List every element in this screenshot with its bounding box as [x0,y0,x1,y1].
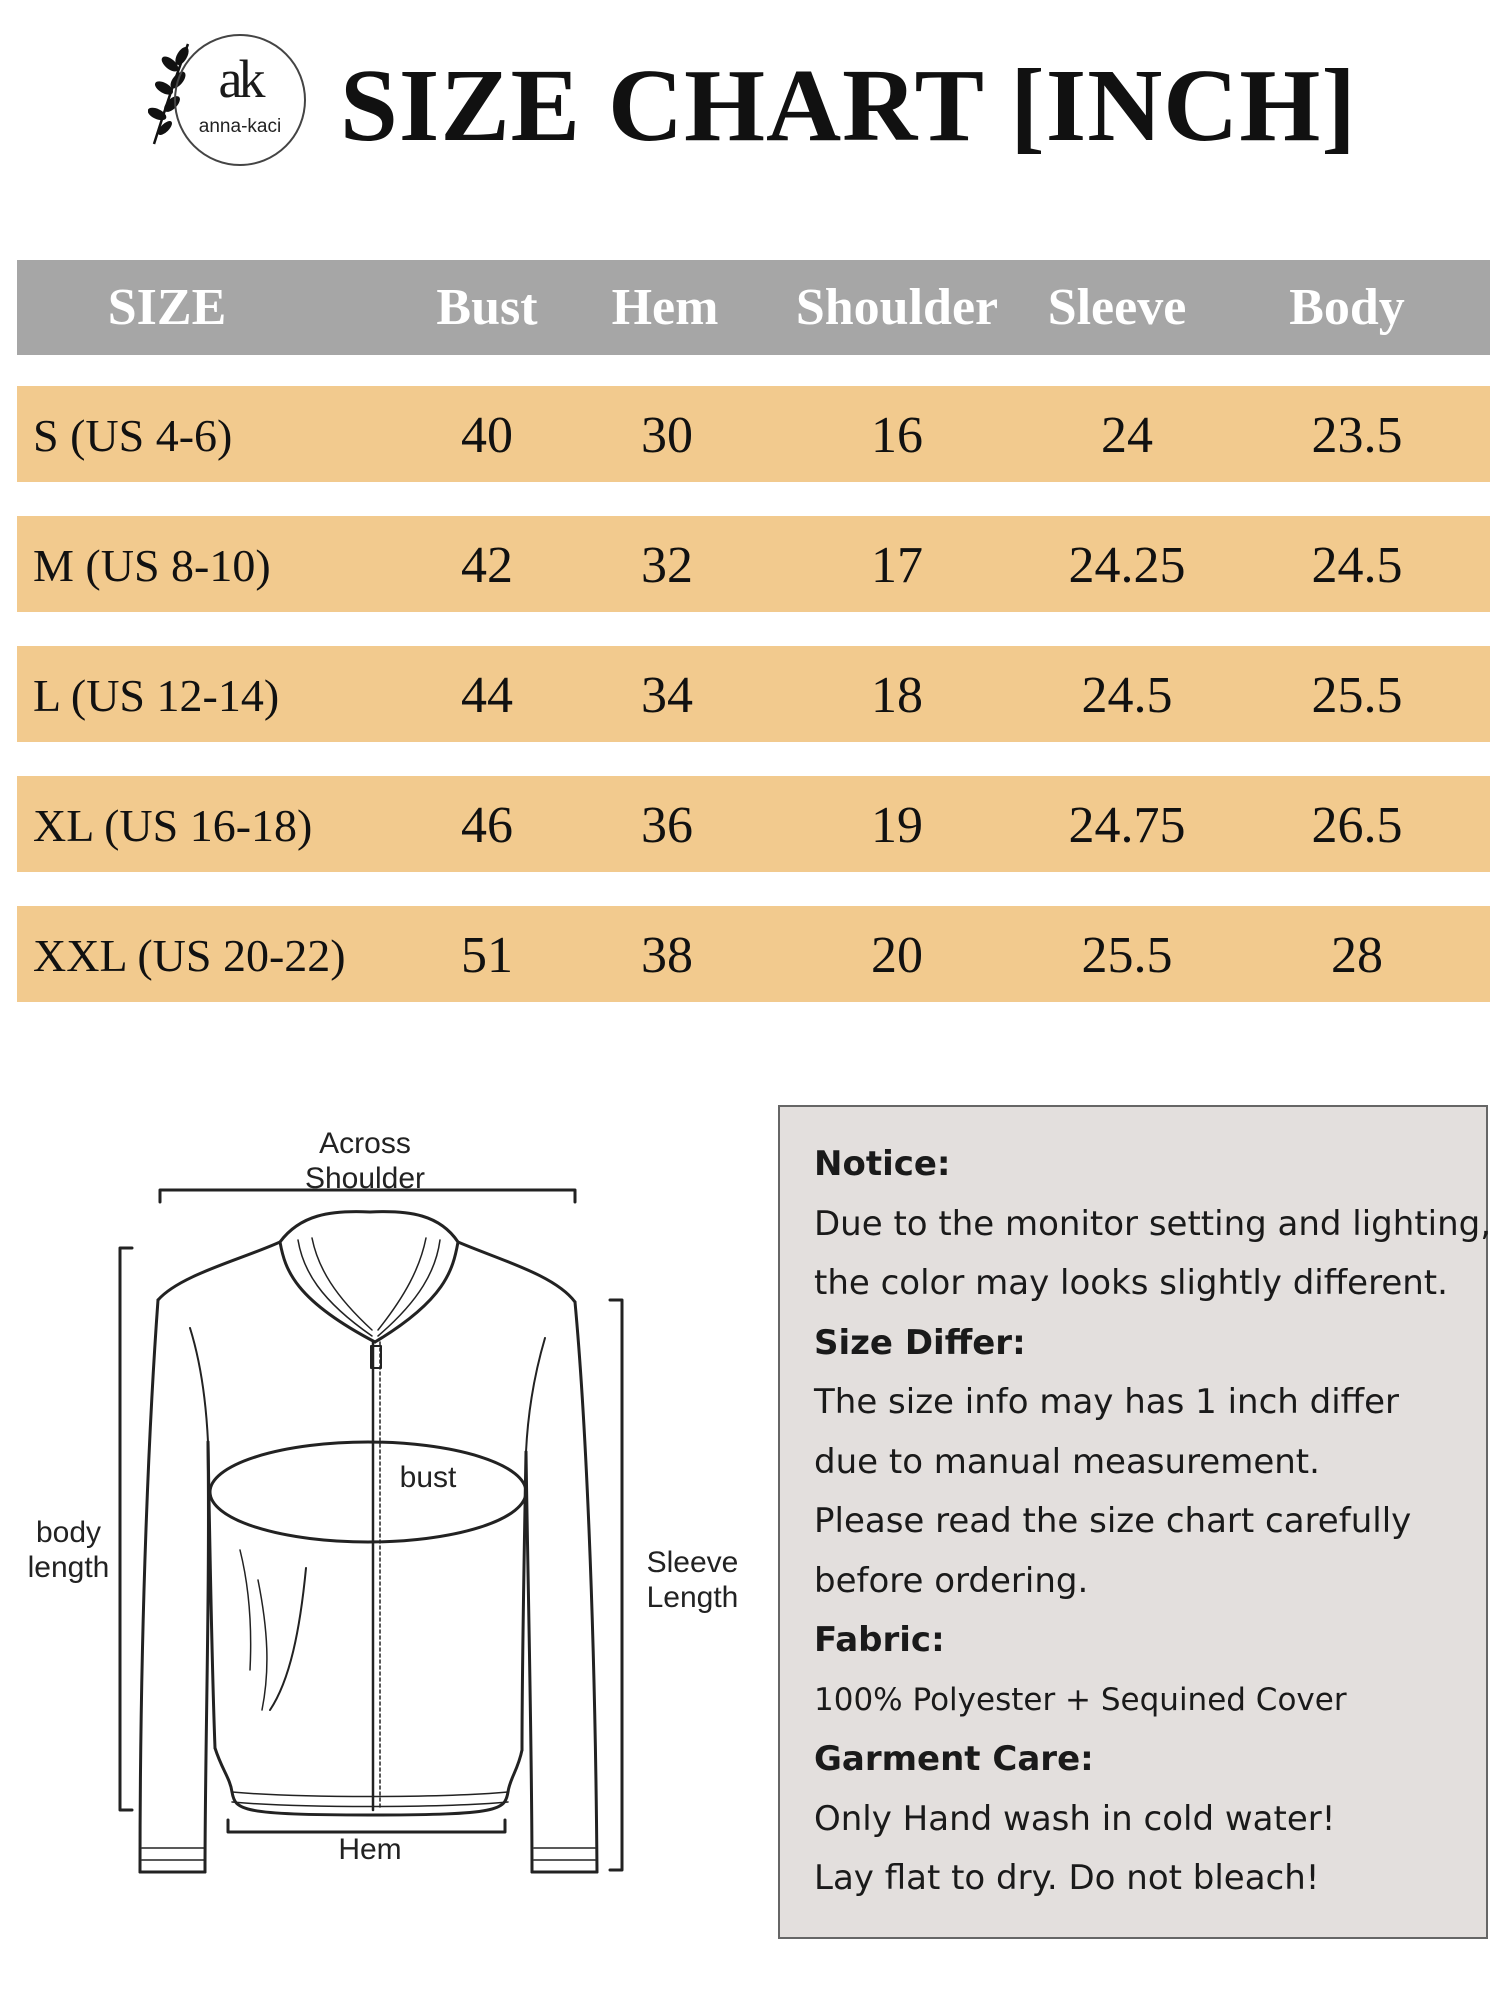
cell-bust: 51 [461,927,513,984]
table-row [17,516,1490,612]
label-across-shoulder-1: Across [319,1127,411,1160]
cell-bust: 40 [461,407,513,464]
page-title: SIZE CHART [INCH] [340,48,1357,163]
cell-shoulder: 16 [871,407,923,464]
brand-logo [148,30,308,180]
cell-shoulder: 18 [871,667,923,724]
header-hem: Hem [611,279,719,336]
fabric-text: 100% Polyester + Sequined Cover [814,1681,1347,1718]
cell-size: XXL (US 20-22) [33,930,346,981]
table-row [17,386,1490,482]
cell-body: 28 [1331,927,1383,984]
label-sleeve-length-2: Length [646,1581,739,1614]
cell-sleeve: 25.5 [1081,927,1173,984]
table-header [17,260,1490,355]
size-differ-text: Please read the size chart carefully [814,1501,1412,1541]
cell-body: 26.5 [1311,797,1403,854]
brand-monogram: ak [218,49,262,109]
cell-hem: 36 [641,797,693,854]
size-differ-title: Size Differ: [814,1322,1026,1363]
label-body-length-1: body [35,1516,102,1549]
cell-size: M (US 8-10) [33,540,271,591]
cell-bust: 42 [461,537,513,594]
label-bust: bust [399,1461,457,1494]
cell-hem: 30 [641,407,693,464]
notice-panel [778,1105,1492,1939]
cell-sleeve: 24.25 [1068,537,1186,594]
garment-care-text: Only Hand wash in cold water! [814,1798,1336,1839]
cell-hem: 38 [641,927,693,984]
notice-title: Notice: [814,1144,951,1184]
cell-size: L (US 12-14) [33,670,280,721]
cell-sleeve: 24.75 [1068,797,1186,854]
cell-shoulder: 19 [871,797,923,854]
header-sleeve: Sleeve [1047,279,1187,336]
size-differ-text: due to manual measurement. [814,1441,1320,1482]
label-hem: Hem [338,1833,402,1866]
table-row [17,906,1490,1002]
garment-care-title: Garment Care: [814,1739,1094,1779]
cell-body: 25.5 [1311,667,1403,724]
cell-shoulder: 20 [871,927,923,984]
header-shoulder: Shoulder [795,279,999,336]
header-size: SIZE [107,279,227,336]
cell-hem: 32 [641,537,693,594]
cell-body: 23.5 [1311,407,1403,464]
notice-text: the color may looks slightly different. [814,1263,1448,1303]
cell-bust: 46 [461,797,513,854]
cell-body: 24.5 [1311,537,1403,594]
cell-sleeve: 24 [1101,407,1153,464]
cell-bust: 44 [461,667,513,724]
cell-size: S (US 4-6) [33,410,233,461]
jacket-measurement-diagram [0,1110,760,1990]
cell-hem: 34 [641,667,693,724]
label-sleeve-length-1: Sleeve [646,1546,739,1579]
header-bust: Bust [436,279,538,336]
garment-care-text: Lay flat to dry. Do not bleach! [814,1858,1320,1898]
brand-name: anna-kaci [198,116,282,137]
size-differ-text: The size info may has 1 inch differ [814,1382,1399,1422]
size-differ-text: before ordering. [814,1560,1089,1601]
label-body-length-2: length [27,1551,110,1584]
notice-text: Due to the monitor setting and lighting, [814,1203,1492,1244]
fabric-title: Fabric: [814,1620,945,1660]
table-row [17,776,1490,872]
cell-size: XL (US 16-18) [33,800,313,851]
table-row [17,646,1490,742]
cell-sleeve: 24.5 [1081,667,1173,724]
header-body: Body [1289,279,1405,336]
cell-shoulder: 17 [871,537,923,594]
label-across-shoulder-2: Shoulder [304,1162,426,1195]
